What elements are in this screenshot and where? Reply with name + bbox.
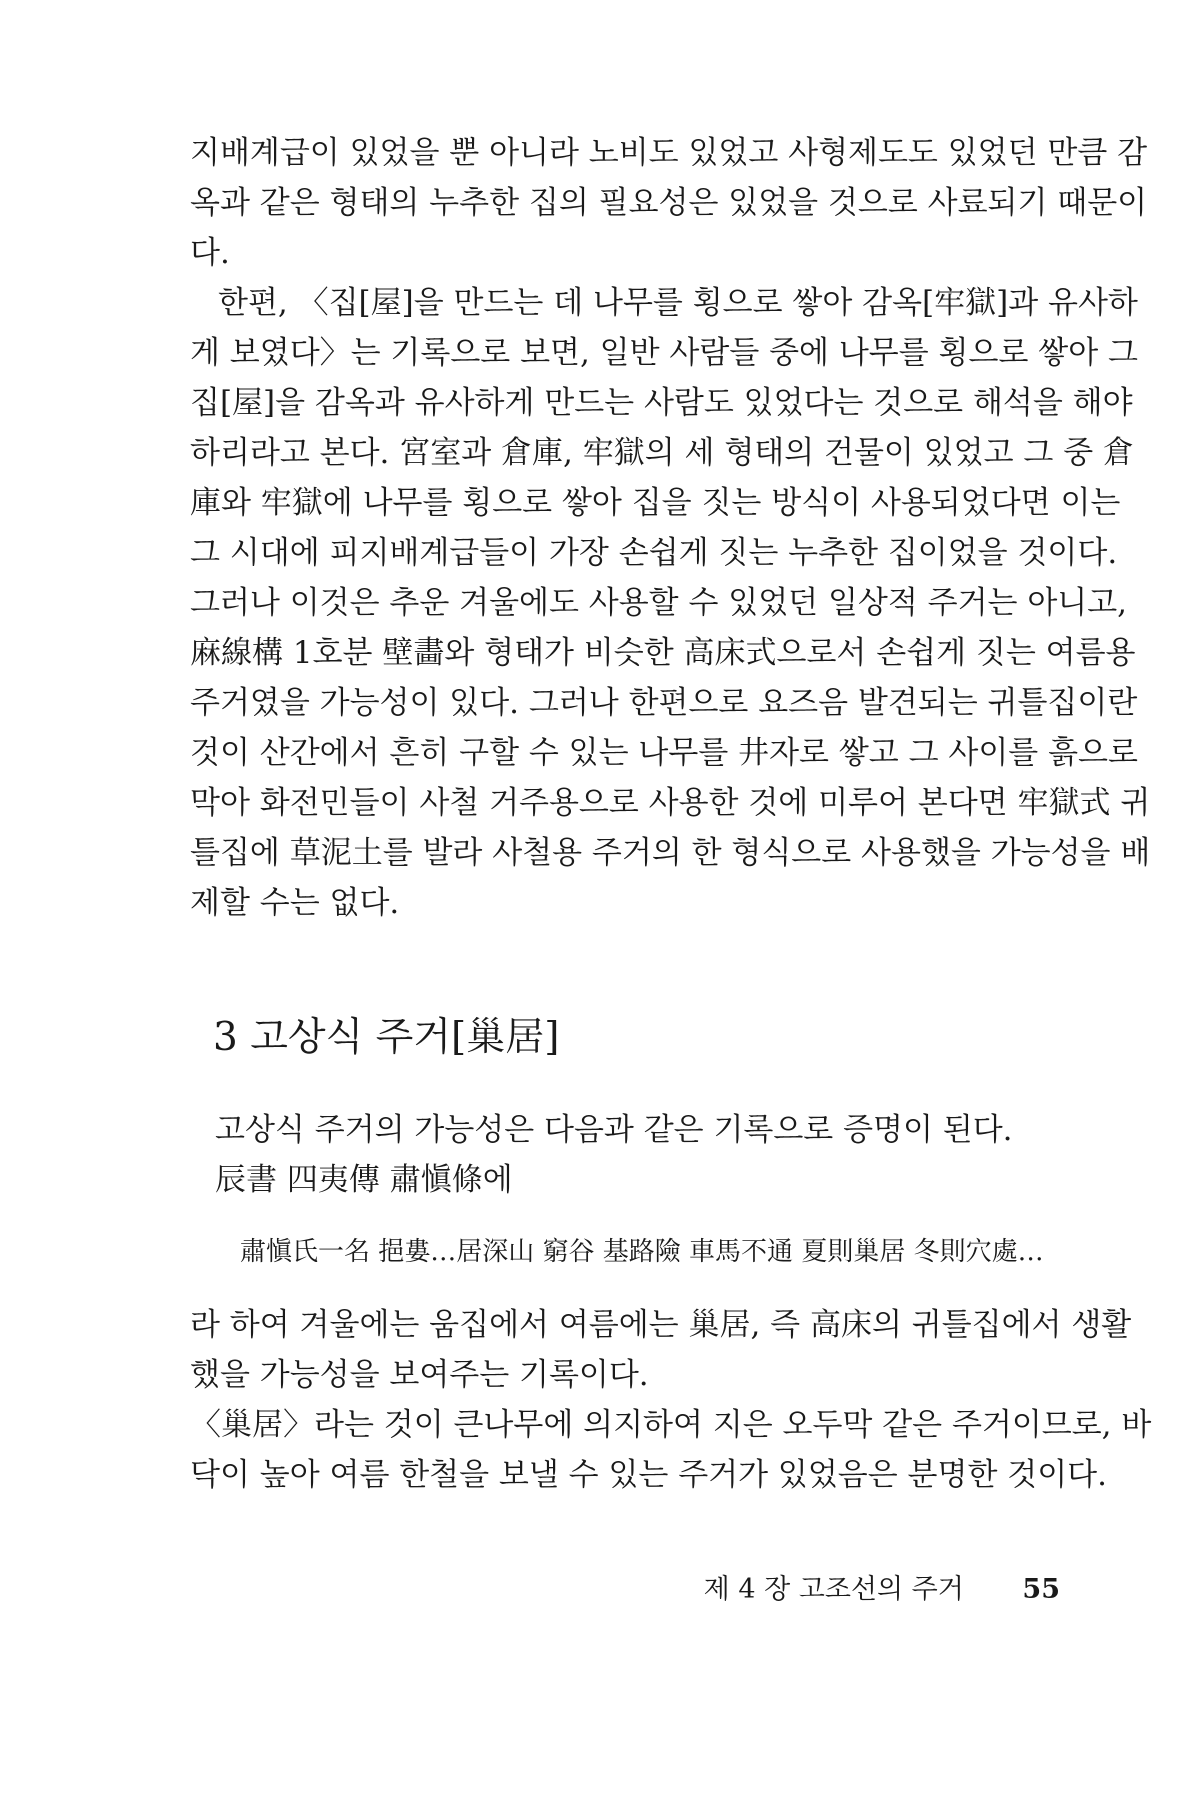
text-line: 막아 화전민들이 사철 거주용으로 사용한 것에 미루어 본다면 牢獄式 귀 [190, 785, 1151, 821]
text-line: 것이 산간에서 흔히 구할 수 있는 나무를 井자로 쌓고 그 사이를 흙으로 [190, 735, 1138, 771]
text-line: 辰書 四夷傳 肅愼條에 [215, 1162, 513, 1198]
text-line: 麻線構 1호분 壁畵와 형태가 비슷한 高床式으로서 손쉽게 짓는 여름용 [190, 635, 1136, 671]
text-line: 다. [190, 235, 230, 271]
text-line: 하리라고 본다. 宮室과 倉庫, 牢獄의 세 형태의 건물이 있었고 그 중 倉 [190, 435, 1135, 471]
text-line: 지배계급이 있었을 뿐 아니라 노비도 있었고 사형제도도 있었던 만큼 감 [190, 135, 1148, 171]
paragraph-main [190, 278, 1151, 928]
text-line: 게 보였다〉는 기록으로 보면, 일반 사람들 중에 나무를 횡으로 쌓아 그 [190, 335, 1138, 371]
text-line: 주거였을 가능성이 있다. 그러나 한편으로 요즈음 발견되는 귀틀집이란 [190, 685, 1138, 721]
text-line: 庫와 牢獄에 나무를 횡으로 쌓아 집을 짓는 방식이 사용되었다면 이는 [190, 485, 1121, 521]
text-line: 고상식 주거의 가능성은 다음과 같은 기록으로 증명이 된다. [215, 1112, 1013, 1148]
text-line: 그러나 이것은 추운 겨울에도 사용할 수 있었던 일상적 주거는 아니고, [190, 585, 1128, 621]
page-number: 55 [1022, 1574, 1060, 1605]
text-line: 틀집에 草泥土를 발라 사철용 주거의 한 형식으로 사용했을 가능성을 배 [190, 835, 1151, 871]
paragraph-continuation [190, 128, 1148, 278]
chapter-title: 제 4 장 고조선의 주거 [703, 1574, 964, 1605]
text-line: 〈巢居〉라는 것이 큰나무에 의지하여 지은 오두막 같은 주거이므로, 바 [190, 1407, 1152, 1443]
text-line: 옥과 같은 형태의 누추한 집의 필요성은 있었을 것으로 사료되기 때문이 [190, 185, 1148, 221]
text-line: 집[屋]을 감옥과 유사하게 만드는 사람도 있었다는 것으로 해석을 해야 [190, 385, 1133, 421]
block-quote: 肅愼氏一名 挹婁…居深山 窮谷 基路險 車馬不通 夏則巢居 冬則穴處… [240, 1237, 1044, 1267]
section-heading: 3 고상식 주거[巢居] [213, 1015, 560, 1060]
text-line: 한편, 〈집[屋]을 만드는 데 나무를 횡으로 쌓아 감옥[牢獄]과 유사하 [218, 285, 1138, 321]
text-line: 그 시대에 피지배계급들이 가장 손쉽게 짓는 누추한 집이었을 것이다. [190, 535, 1118, 571]
text-line: 라 하여 겨울에는 움집에서 여름에는 巢居, 즉 高床의 귀틀집에서 생활 [190, 1307, 1132, 1343]
text-line: 닥이 높아 여름 한철을 보낼 수 있는 주거가 있었음은 분명한 것이다. [190, 1457, 1107, 1493]
paragraph-intro [215, 1105, 1080, 1205]
text-line: 했을 가능성을 보여주는 기록이다. [190, 1357, 649, 1393]
page-footer [700, 1570, 1060, 1610]
text-line: 제할 수는 없다. [190, 885, 400, 921]
paragraph-conclusion [190, 1400, 1152, 1500]
paragraph-after-quote [190, 1300, 1132, 1400]
